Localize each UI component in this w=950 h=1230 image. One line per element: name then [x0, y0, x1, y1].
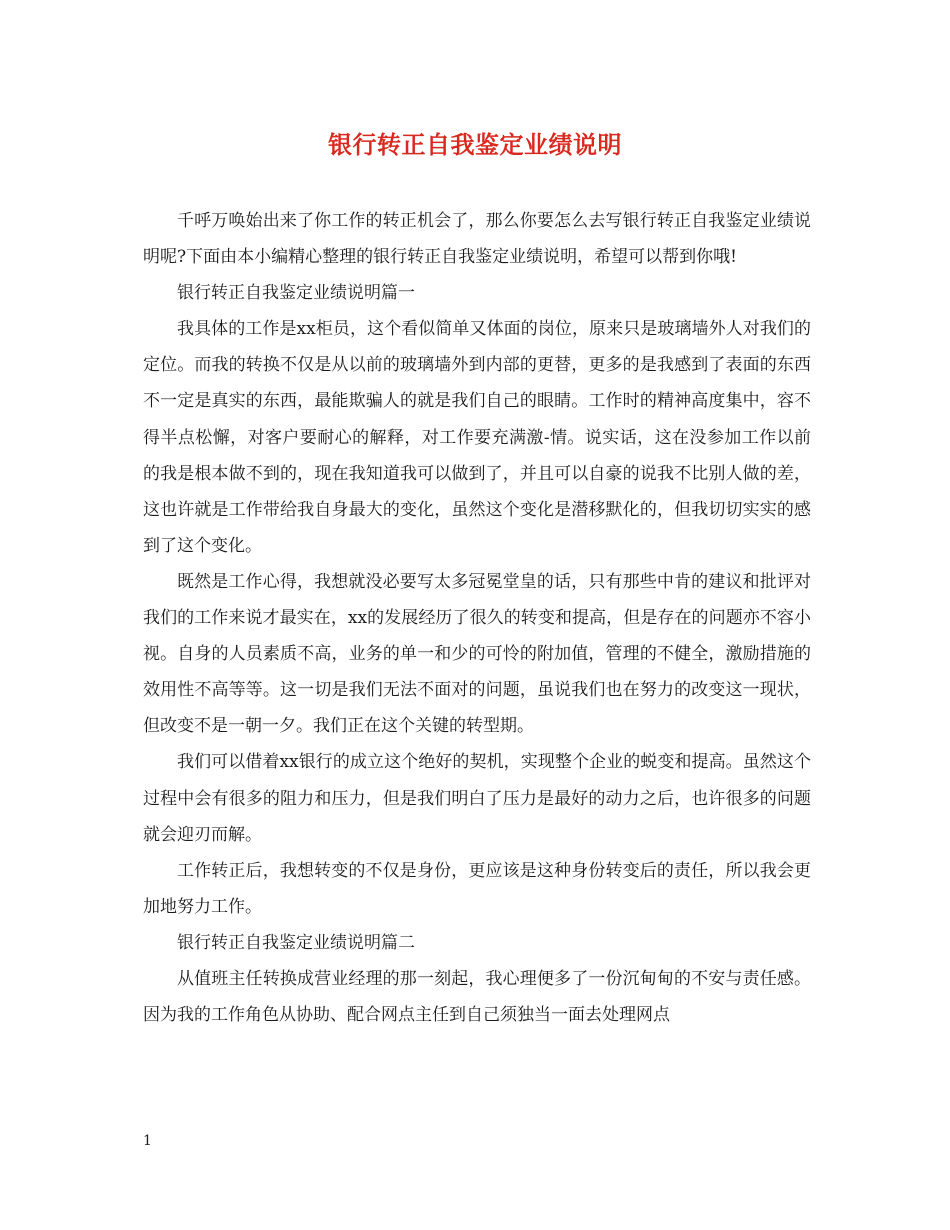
document-title: 银行转正自我鉴定业绩说明 [328, 130, 622, 159]
body-paragraph: 既然是工作心得，我想就没必要写太多冠冕堂皇的话，只有那些中肯的建议和批评对我们的工作来说才最实在，xx的发展经历了很久的转变和提高，但是存在的问题亦不容小视。自身的人员素质不高，业务的单一和少的可怜的附加值，管理的不健全，激励措施的效用性不高等等。这一切是我们无法不面对的问题，虽说我们也在努力的改变这一现状，但改变不是一朝一夕。我们正在这个关键的转型期。 [143, 571, 811, 737]
document-body [143, 203, 811, 1033]
section-heading-2: 银行转正自我鉴定业绩说明篇二 [177, 932, 415, 953]
body-paragraph: 我具体的工作是xx柜员，这个看似简单又体面的岗位，原来只是玻璃墙外人对我们的定位。而我的转换不仅是从以前的玻璃墙外到内部的更替，更多的是我感到了表面的东西不一定是真实的东西，最能欺骗人的就是我们自己的眼睛。工作时的精神高度集中，容不得半点松懈，对客户要耐心的解释，对工作要充满激-情。说实话，这在没参加工作以前的我是根本做不到的，现在我知道我可以做到了，并且可以自豪的说我不比别人做的差，这也许就是工作带给我自身最大的变化，虽然这个变化是潜移默化的，但我切切实实的感到了这个变化。 [143, 319, 811, 556]
intro-paragraph: 千呼万唤始出来了你工作的转正机会了，那么你要怎么去写银行转正自我鉴定业绩说明呢?下面由本小编精心整理的银行转正自我鉴定业绩说明，希望可以帮到你哦! [143, 211, 811, 268]
body-paragraph: 我们可以借着xx银行的成立这个绝好的契机，实现整个企业的蜕变和提高。虽然这个过程中会有很多的阻力和压力，但是我们明白了压力是最好的动力之后，也许很多的问题就会迎刃而解。 [143, 752, 811, 845]
section-heading-1: 银行转正自我鉴定业绩说明篇一 [177, 283, 415, 304]
page-number: 1 [143, 1133, 152, 1149]
body-paragraph: 从值班主任转换成营业经理的那一刻起，我心理便多了一份沉甸甸的不安与责任感。因为我的工作角色从协助、配合网点主任到自己须独当一面去处理网点 [143, 968, 811, 1026]
body-paragraph: 工作转正后，我想转变的不仅是身份，更应该是这种身份转变后的责任，所以我会更加地努力工作。 [143, 860, 811, 917]
